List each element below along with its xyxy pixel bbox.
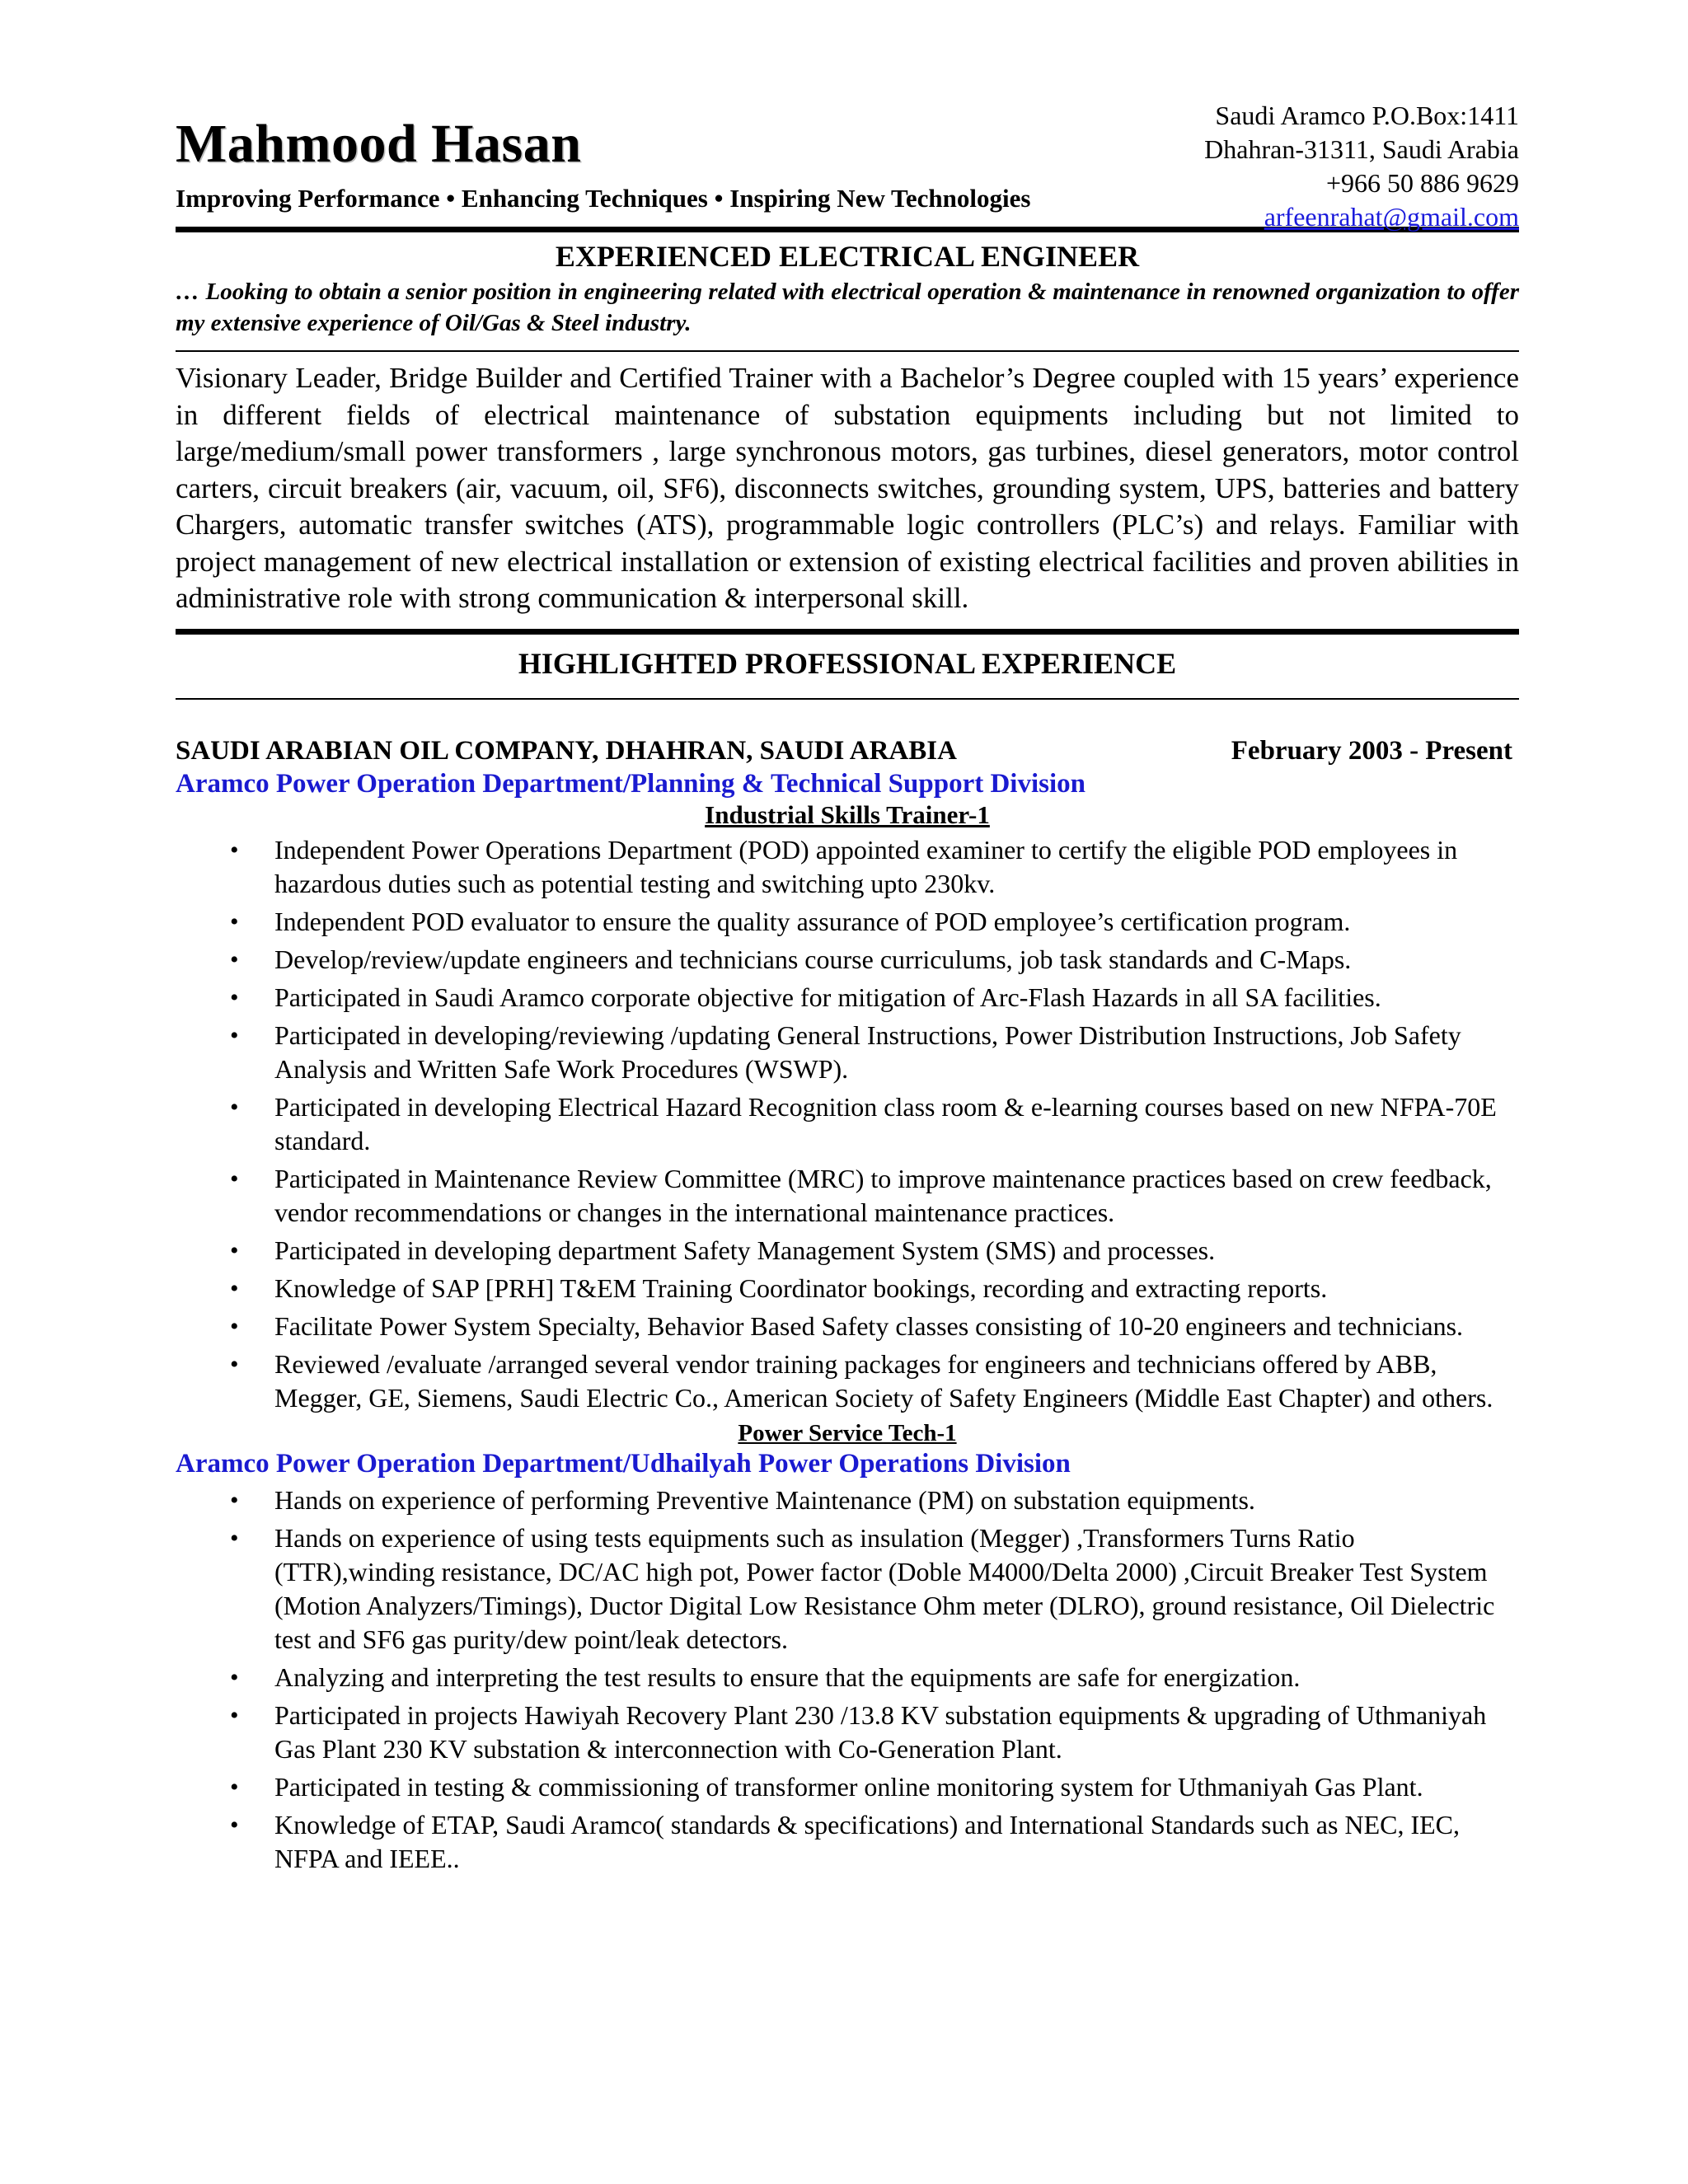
bullet-icon: • <box>230 983 239 1011</box>
bullet-text: Hands on experience of performing Preventive Maintenance (PM) on substation equipments. <box>274 1484 1255 1515</box>
list-item <box>176 833 1519 901</box>
bullet-text: Participated in testing & commissioning of transformer online monitoring system for Uthmaniyah Gas Plant. <box>274 1771 1423 1802</box>
list-item <box>176 1162 1519 1230</box>
role-2-bullets <box>176 1483 1519 1876</box>
role-2-title: Power Service Tech-1 <box>738 1419 957 1446</box>
bullet-text: Participated in projects Hawiyah Recovery Plant 230 /13.8 KV substation equipments & upgrading of Uthmaniyah Gas Plant 230 KV substation & interconnection with Co-Generation Plant. <box>274 1699 1487 1764</box>
bullet-icon: • <box>230 1486 239 1514</box>
division-1: Aramco Power Operation Department/Planning & Technical Support Division <box>176 768 1085 799</box>
experience-section-title: HIGHLIGHTED PROFESSIONAL EXPERIENCE <box>518 646 1177 680</box>
list-item <box>176 905 1519 939</box>
address-line-1: Saudi Aramco P.O.Box:1411 <box>1215 101 1519 130</box>
list-item <box>176 1310 1519 1343</box>
contact-block <box>1204 99 1519 234</box>
resume-header <box>176 99 1519 232</box>
division-2: Aramco Power Operation Department/Udhailyah Power Operations Division <box>176 1448 1071 1479</box>
bullet-icon: • <box>230 945 239 973</box>
bullet-text: Independent Power Operations Department (POD) appointed examiner to certify the eligible POD employees in hazardous duties such as potential testing and switching upto 230kv. <box>274 834 1458 898</box>
bullet-icon: • <box>230 1811 239 1839</box>
bullet-icon: • <box>230 1021 239 1049</box>
bullet-icon: • <box>230 1350 239 1378</box>
role-1-title: Industrial Skills Trainer-1 <box>705 799 990 829</box>
list-item <box>176 1234 1519 1268</box>
email-link[interactable]: arfeenrahat@gmail.com <box>1264 202 1519 232</box>
list-item <box>176 1483 1519 1517</box>
professional-summary: Visionary Leader, Bridge Builder and Certified Trainer with a Bachelor’s Degree coupled with 15 years’ experience in different fields of electrical maintenance of substation equipments including but not limited to large/medium/small power transformers , large synchronous motors, gas turbines, diesel generators, motor control carters, circuit breakers (air, vacuum, oil, SF6), disconnects switches, grounding system, UPS, batteries and battery Chargers, automatic transfer switches (ATS), programmable logic controllers (PLC’s) and relays. Familiar with project management of new electrical installation or extension of existing electrical facilities and proven abilities in administrative role with strong communication & interpersonal skill. <box>176 362 1519 615</box>
bullet-icon: • <box>230 1663 239 1691</box>
list-item <box>176 1090 1519 1158</box>
bullet-icon: • <box>230 1093 239 1121</box>
objective-divider <box>176 350 1519 352</box>
list-item <box>176 1699 1519 1766</box>
bullet-icon: • <box>230 1274 239 1302</box>
summary-divider <box>176 629 1519 635</box>
bullet-text: Analyzing and interpreting the test results to ensure that the equipments are safe for energization. <box>274 1661 1301 1692</box>
bullet-icon: • <box>230 1165 239 1193</box>
bullet-text: Knowledge of ETAP, Saudi Aramco( standards & specifications) and International Standards such as NEC, IEC, NFPA and IEEE.. <box>274 1809 1460 1873</box>
phone-number: +966 50 886 9629 <box>1325 168 1519 198</box>
bullet-text: Hands on experience of using tests equipments such as insulation (Megger) ,Transformers Turns Ratio (TTR),winding resistance, DC/AC high pot, Power factor (Doble M4000/Delta 2000) ,Circuit Breaker Test System (Motion Analyzers/Timings), Ductor Digital Low Resistance Ohm meter (DLRO), ground resistance, Oil Dielectric test and SF6 gas purity/dew point/leak detectors. <box>274 1522 1495 1654</box>
list-item <box>176 943 1519 977</box>
bullet-text: Reviewed /evaluate /arranged several vendor training packages for engineers and technicians offered by ABB, Megger, GE, Siemens, Saudi Electric Co., American Society of Safety Engineers (Middle East Chapter) and others. <box>274 1348 1493 1413</box>
bullet-text: Participated in developing/reviewing /updating General Instructions, Power Distribution Instructions, Job Safety Analysis and Written Safe Work Procedures (WSWP). <box>274 1019 1461 1084</box>
list-item <box>176 1272 1519 1305</box>
list-item <box>176 1808 1519 1876</box>
bullet-icon: • <box>230 836 239 864</box>
resume-page <box>176 99 1519 1880</box>
bullet-icon: • <box>230 1524 239 1552</box>
list-item <box>176 1347 1519 1415</box>
list-item <box>176 981 1519 1015</box>
bullet-icon: • <box>230 907 239 935</box>
bullet-text: Independent POD evaluator to ensure the quality assurance of POD employee’s certification program. <box>274 906 1351 936</box>
company-name: SAUDI ARABIAN OIL COMPANY, DHAHRAN, SAUDI ARABIA <box>176 735 957 766</box>
company-row <box>176 734 1519 767</box>
bullet-icon: • <box>230 1312 239 1340</box>
list-item <box>176 1770 1519 1804</box>
address-line-2: Dhahran-31311, Saudi Arabia <box>1204 134 1519 164</box>
bullet-text: Develop/review/update engineers and technicians course curriculums, job task standards and C-Maps. <box>274 944 1352 974</box>
tagline: Improving Performance • Enhancing Techniques • Inspiring New Technologies <box>176 184 1031 213</box>
bullet-text: Facilitate Power System Specialty, Behavior Based Safety classes consisting of 10-20 engineers and technicians. <box>274 1310 1464 1341</box>
list-item <box>176 1019 1519 1086</box>
bullet-icon: • <box>230 1701 239 1729</box>
bullet-text: Participated in developing department Safety Management System (SMS) and processes. <box>274 1235 1216 1265</box>
list-item <box>176 1661 1519 1694</box>
bullet-text: Participated in developing Electrical Hazard Recognition class room & e-learning courses based on new NFPA-70E standard. <box>274 1091 1497 1155</box>
bullet-icon: • <box>230 1236 239 1264</box>
role-1-bullets <box>176 833 1519 1415</box>
bullet-text: Participated in Saudi Aramco corporate objective for mitigation of Arc-Flash Hazards in all SA facilities. <box>274 982 1381 1012</box>
bullet-text: Knowledge of SAP [PRH] T&EM Training Coordinator bookings, recording and extracting reports. <box>274 1272 1328 1303</box>
experience-divider <box>176 698 1519 700</box>
employment-dates: February 2003 - Present <box>1231 735 1512 766</box>
bullet-icon: • <box>230 1773 239 1801</box>
resume-title: EXPERIENCED ELECTRICAL ENGINEER <box>555 240 1140 273</box>
bullet-text: Participated in Maintenance Review Committee (MRC) to improve maintenance practices based on crew feedback, vendor recommendations or changes in the international maintenance practices. <box>274 1163 1492 1227</box>
candidate-name: Mahmood Hasan <box>176 114 582 174</box>
list-item <box>176 1521 1519 1657</box>
objective-statement: … Looking to obtain a senior position in engineering related with electrical operation & maintenance in renowned organization to offer my extensive experience of Oil/Gas & Steel industry. <box>176 279 1519 337</box>
